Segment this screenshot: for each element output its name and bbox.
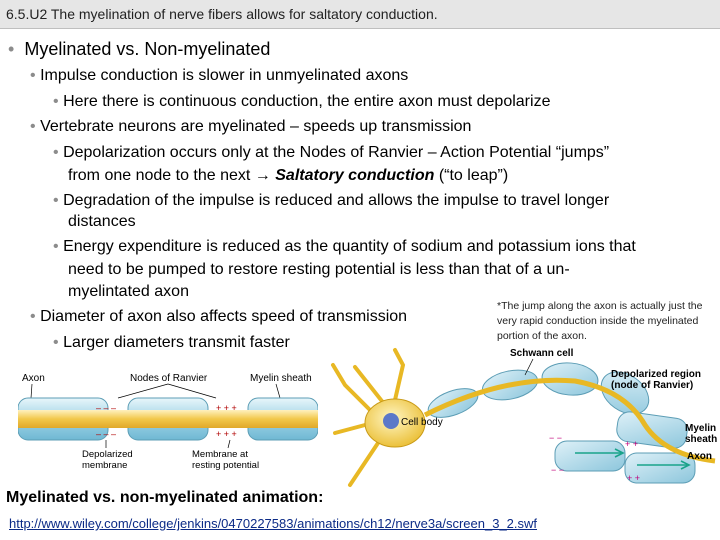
svg-text:− −: − −	[549, 433, 563, 443]
myelin-sheath-label: Myelin	[685, 423, 717, 434]
resting-label: resting potential	[192, 460, 260, 471]
bullet-level3: • Larger diameters transmit faster	[53, 334, 290, 351]
slide-title: 6.5.U2 The myelination of nerve fibers allows for saltatory conduction.	[6, 6, 438, 22]
footnote: *The jump along the axon is actually just the very rapid conduction inside the myelinated portion of the axon.	[497, 300, 703, 342]
cell-body-label: Cell body	[401, 417, 443, 428]
bullet-level2: • Vertebrate neurons are myelinated – speeds up transmission	[30, 118, 472, 135]
bullet-level3: • Here there is continuous conduction, the entire axon must depolarize	[53, 93, 551, 110]
bullet-continuation: from one node to the next → Saltatory conduction (“to leap”)	[68, 167, 509, 184]
neuron-saltatory-diagram	[325, 345, 720, 495]
bullet-continuation: distances	[68, 213, 136, 230]
bullet-level3: • Degradation of the impulse is reduced and allows the impulse to travel longer	[53, 192, 610, 209]
sheath-label: Myelin sheath	[250, 373, 312, 384]
schwann-cell-label: Schwann cell	[510, 348, 574, 359]
svg-text:− −: − −	[551, 465, 565, 475]
bullet-text: Depolarization occurs only at the Nodes of Ranvier – Action Potential “jumps”	[63, 144, 610, 161]
myelinated-axon-diagram	[18, 368, 318, 474]
bullet-continuation: myelintated axon	[68, 283, 189, 300]
axon-label: Axon	[687, 451, 712, 462]
bullet-text: Degradation of the impulse is reduced and allows the impulse to travel longer	[63, 192, 610, 209]
bullet-text: Vertebrate neurons are myelinated – speeds up transmission	[40, 118, 472, 135]
bullet-level3: • Energy expenditure is reduced as the quantity of sodium and potassium ions that	[53, 238, 636, 255]
resting-label: Membrane at	[192, 449, 248, 460]
bullet-continuation: need to be pumped to restore resting potential is less than that of a un-	[68, 261, 570, 278]
node-charge-minus: – – –	[96, 429, 117, 439]
node-charge-minus: – – –	[96, 403, 117, 413]
animation-link[interactable]: http://www.wiley.com/college/jenkins/0470227583/animations/ch12/nerve3a/screen_3_2.swf	[9, 516, 538, 531]
node-charge-plus: + + +	[216, 429, 237, 439]
bullet-text: Energy expenditure is reduced as the quantity of sodium and potassium ions that	[63, 238, 636, 255]
bullet-level2: • Impulse conduction is slower in unmyelinated axons	[30, 67, 409, 84]
bullet-text: Impulse conduction is slower in unmyelinated axons	[40, 67, 409, 84]
depolarized-region-label: (node of Ranvier)	[611, 380, 694, 391]
bullet-level1: • Myelinated vs. Non-myelinated	[8, 39, 271, 59]
myelin-sheath-label: sheath	[685, 434, 718, 445]
depolarized-label: Depolarized	[82, 449, 133, 460]
node-charge-plus: + + +	[216, 403, 237, 413]
bullet-level2: • Diameter of axon also affects speed of transmission	[30, 308, 408, 325]
axon-label: Axon	[22, 373, 45, 384]
arrow-icon: →	[254, 167, 271, 184]
animation-title: Myelinated vs. non-myelinated animation:	[6, 489, 324, 506]
svg-text:+ +: + +	[625, 439, 639, 449]
bullet-text: Diameter of axon also affects speed of transmission	[40, 308, 408, 325]
svg-text:+ +: + +	[627, 473, 641, 483]
bullet-text: Here there is continuous conduction, the entire axon must depolarize	[63, 93, 551, 110]
depolarized-label: membrane	[82, 460, 128, 471]
nodes-label: Nodes of Ranvier	[130, 373, 208, 384]
saltatory-term: Saltatory conduction	[275, 167, 435, 184]
depolarized-region-label: Depolarized region	[611, 369, 702, 380]
bullet-text: Myelinated vs. Non-myelinated	[24, 39, 271, 59]
title-bar	[0, 0, 720, 29]
bullet-level3: • Depolarization occurs only at the Nodes of Ranvier – Action Potential “jumps”	[53, 144, 610, 161]
bullet-text: Larger diameters transmit faster	[63, 334, 290, 351]
